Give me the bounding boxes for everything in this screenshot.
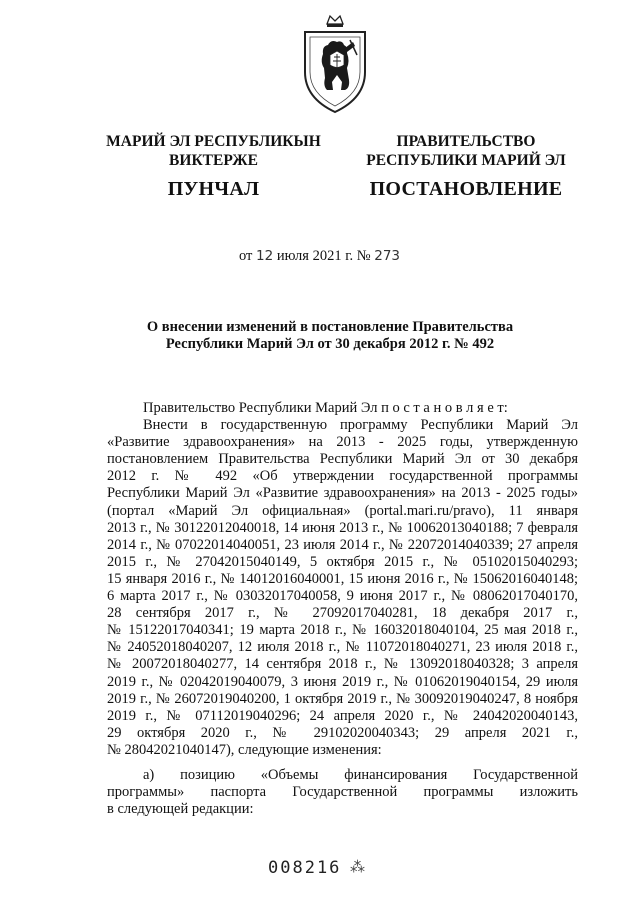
- body-line: «Развитие здравоохранения» на 2013 - 2025 годы, утвержденную: [107, 434, 578, 451]
- body-line: 29 октября 2020 г., № 29102020040343; 29 апреля 2021 г.,: [107, 724, 578, 741]
- coat-of-arms-icon: [297, 10, 373, 116]
- body-line: 2013 г., № 30122012040018, 14 июня 2013 г., № 10062013040188; 7 февраля: [107, 519, 578, 536]
- title-line-2: Республики Марий Эл от 30 декабря 2012 г. № 492: [165, 336, 495, 352]
- body-line: 2019 г., № 26072019040200, 1 октября 2019 г., № 30092019040247, 8 ноября: [107, 690, 578, 707]
- document-body: [107, 400, 578, 818]
- body-line: 2019 г., № 07112019040296; 24 апреля 2020 г., № 24042020040143,: [107, 707, 578, 724]
- header-right-line1: ПРАВИТЕЛЬСТВО: [396, 133, 536, 150]
- body-line: № 28042021040147), следующие изменения:: [107, 741, 382, 758]
- date-month-year: июля 2021 г. №: [276, 248, 371, 264]
- body-line: 15 января 2016 г., № 14012016040001, 15 июня 2016 г., № 15062016040148;: [107, 570, 578, 587]
- header-left-block: [96, 132, 331, 201]
- serial-stamp: 008216: [268, 858, 342, 878]
- header-right-block: [358, 132, 574, 201]
- body-line: № 20072018040277, 14 сентября 2018 г., № 13092018040328; 3 апреля: [107, 656, 578, 673]
- body-line: 2012 г. № 492 «Об утверждении государственной программы: [107, 468, 578, 485]
- body-line: Внести в государственную программу Республики Марий Эл: [143, 417, 578, 434]
- body-line: 2019 г., № 02042019040079, 3 июня 2019 г., № 01062019040154, 29 июля: [107, 673, 578, 690]
- header-right-doc-type: ПОСТАНОВЛЕНИЕ: [369, 178, 563, 200]
- body-line: постановлением Правительства Республики Марий Эл от 30 декабря: [107, 451, 578, 468]
- header-left-doc-type: ПУНЧАЛ: [167, 178, 260, 200]
- header-right-line2: РЕСПУБЛИКИ МАРИЙ ЭЛ: [366, 152, 566, 169]
- body-line: 2014 г., № 07022014040051, 23 июля 2014 г., № 22072014040339; 27 апреля: [107, 536, 578, 553]
- body-line: 28 сентября 2017 г., № 27092017040281, 18 декабря 2017 г.,: [107, 605, 578, 622]
- date-prefix: от: [238, 248, 253, 264]
- body-line: программы» паспорта Государственной программы изложить: [107, 784, 578, 801]
- body-line: а) позицию «Объемы финансирования Государственной: [143, 766, 578, 783]
- document-title: [0, 319, 639, 353]
- body-line: (портал «Марий Эл официальная» (portal.mari.ru/pravo), 11 января: [107, 502, 578, 519]
- date-day: 12: [256, 248, 274, 264]
- body-line: 2015 г., № 27042015040149, 5 октября 2015 г., № 05102015040293;: [107, 553, 578, 570]
- body-line: Республики Марий Эл «Развитие здравоохранения» на 2013 - 2025 годы»: [107, 485, 578, 502]
- header-left-line2: ВИКТЕРЖЕ: [169, 152, 258, 169]
- body-line: Правительство Республики Марий Эл п о с т а н о в л я е т:: [143, 400, 508, 416]
- asterism-mark: ⁂: [350, 858, 365, 876]
- body-line: в следующей редакции:: [107, 801, 254, 818]
- document-number: 273: [374, 248, 401, 264]
- body-line: № 24052018040207, 12 июля 2018 г., № 11072018040271, 23 июля 2018 г.,: [107, 639, 578, 656]
- document-date-line: [0, 247, 639, 265]
- body-line: 6 марта 2017 г., № 03032017040058, 9 июня 2017 г., № 08062017040170,: [107, 588, 578, 605]
- body-line: № 15122017040341; 19 марта 2018 г., № 16032018040104, 25 мая 2018 г.,: [107, 622, 578, 639]
- title-line-1: О внесении изменений в постановление Правительства: [146, 319, 514, 335]
- header-left-line1: МАРИЙ ЭЛ РЕСПУБЛИКЫН: [106, 133, 321, 150]
